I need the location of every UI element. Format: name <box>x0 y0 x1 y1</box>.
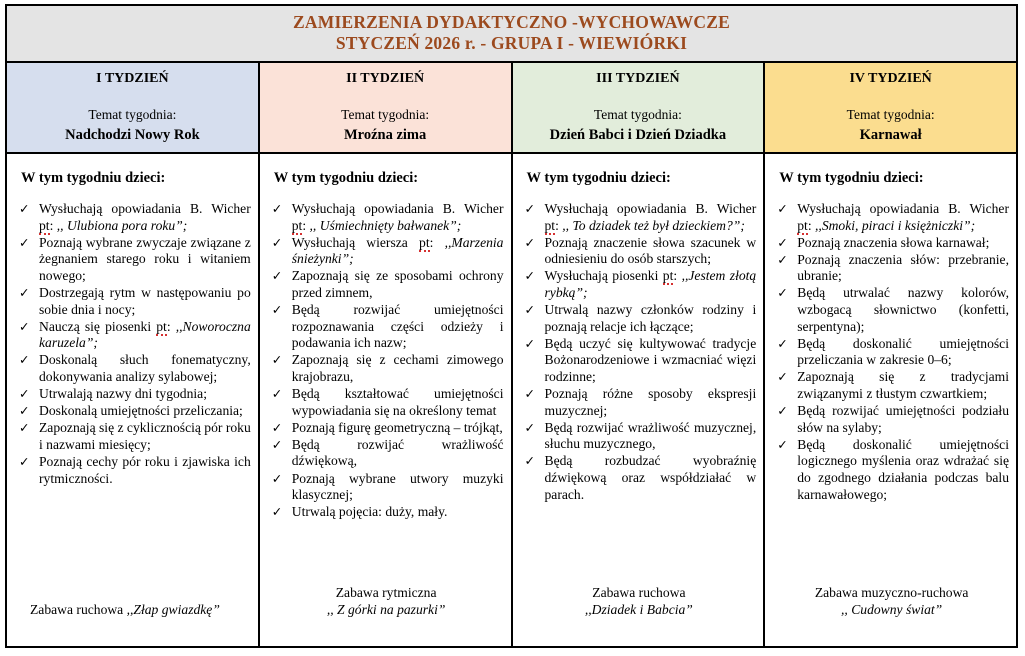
task-item: ✓ Doskonalą umiejętności przeliczania; <box>16 403 251 420</box>
week-topic: Dzień Babci i Dzień Dziadka <box>549 127 727 143</box>
week-number-label: III TYDZIEŃ <box>596 71 680 86</box>
week-body-4 <box>765 154 1016 646</box>
column-heading: W tym tygodniu dzieci: <box>273 170 419 186</box>
week-body-row <box>7 154 1016 646</box>
weekly-game-line: ,, Cudowny świat” <box>841 602 943 617</box>
task-list <box>269 201 504 521</box>
week-header-row <box>7 63 1016 154</box>
task-item: ✓ Wysłuchają wiersza pt: ,,Marzenia śnieżynki”; <box>269 235 504 268</box>
task-item: ✓ Poznają wybrane zwyczaje związane z żegnaniem starego roku i witaniem nowego; <box>16 235 251 285</box>
task-item: ✓ Zapoznają się ze sposobami ochrony przed zimnem, <box>269 268 504 301</box>
task-item: ✓ Będą kształtować umiejętności wypowiadania się na określony temat <box>269 386 504 419</box>
week-topic: Karnawał <box>859 127 922 143</box>
document-title-line-1: ZAMIERZENIA DYDAKTYCZNO -WYCHOWAWCZE <box>293 12 730 32</box>
task-item: ✓ Poznają wybrane utwory muzyki klasycznej; <box>269 471 504 504</box>
task-item: ✓ Doskonalą słuch fonematyczny, dokonywania analizy sylabowej; <box>16 352 251 385</box>
task-item: ✓ Utrwalą pojęcia: duży, mały. <box>269 504 504 521</box>
task-list <box>16 201 251 488</box>
task-item: ✓ Poznają znaczenie słowa szacunek w odniesieniu do osób starszych; <box>522 235 757 268</box>
weekly-game-line: Zabawa ruchowa ,,Złap gwiazdkę” <box>30 602 220 617</box>
week-number-label: I TYDZIEŃ <box>96 71 169 86</box>
document-title-band <box>7 6 1016 63</box>
task-item: ✓ Wysłuchają piosenki pt: ,,Jestem złotą rybką”; <box>522 268 757 301</box>
task-item: ✓ Wysłuchają opowiadania B. Wicher pt: ,,Smoki, piraci i księżniczki”; <box>774 201 1009 234</box>
task-item: ✓ Będą rozwijać umiejętności podziału słów na sylaby; <box>774 403 1009 436</box>
week-number-label: II TYDZIEŃ <box>346 71 425 86</box>
task-item: ✓ Wysłuchają opowiadania B. Wicher pt: ,, Ulubiona pora roku”; <box>16 201 251 234</box>
task-item: ✓ Będą doskonalić umiejętności przeliczania w zakresie 0–6; <box>774 336 1009 369</box>
weekly-game-line: ,,Dziadek i Babcia” <box>584 602 693 617</box>
task-item: ✓ Poznają znaczenia słów: przebranie, ubranie; <box>774 252 1009 285</box>
column-heading: W tym tygodniu dzieci: <box>21 170 166 186</box>
task-item: ✓ Utrwalają nazwy dni tygodnia; <box>16 386 251 403</box>
column-heading: W tym tygodniu dzieci: <box>526 170 671 186</box>
task-item: ✓ Będą rozwijać wrażliwość muzycznej, słuchu muzycznego, <box>522 420 757 453</box>
week-topic-label: Temat tygodnia: <box>88 107 177 122</box>
task-item: ✓ Zapoznają się z cechami zimowego krajobrazu, <box>269 352 504 385</box>
week-body-1 <box>7 154 260 646</box>
task-item: ✓ Poznają cechy pór roku i zjawiska ich rytmiczności. <box>16 454 251 487</box>
task-list <box>522 201 757 504</box>
week-topic: Mroźna zima <box>343 127 427 143</box>
planning-table <box>5 4 1018 648</box>
weekly-game-line: Zabawa rytmiczna <box>335 585 437 600</box>
task-item: ✓ Będą rozbudzać wyobraźnię dźwiękową oraz współdziałać w parach. <box>522 453 757 503</box>
week-header-2 <box>260 63 513 152</box>
week-header-4 <box>765 63 1016 152</box>
task-item: ✓ Poznają figurę geometryczną – trójkąt, <box>269 420 504 437</box>
week-topic-label: Temat tygodnia: <box>593 107 682 122</box>
week-header-3 <box>513 63 766 152</box>
task-item: ✓ Dostrzegają rytm w następowaniu po sobie dnia i nocy; <box>16 285 251 318</box>
task-item: ✓ Wysłuchają opowiadania B. Wicher pt: ,, To dziadek też był dzieckiem?”; <box>522 201 757 234</box>
week-body-2 <box>260 154 513 646</box>
weekly-game <box>16 601 251 640</box>
week-number-label: IV TYDZIEŃ <box>849 71 932 86</box>
column-heading: W tym tygodniu dzieci: <box>779 170 924 186</box>
week-topic-label: Temat tygodnia: <box>341 107 430 122</box>
task-item: ✓ Zapoznają się z tradycjami związanymi z tłustym czwartkiem; <box>774 369 1009 402</box>
task-item: ✓ Nauczą się piosenki pt: ,,Noworoczna karuzela”; <box>16 319 251 352</box>
week-topic: Nadchodzi Nowy Rok <box>65 127 200 143</box>
task-item: ✓ Poznają znaczenia słowa karnawał; <box>774 235 1009 252</box>
weekly-game <box>522 584 757 640</box>
weekly-game <box>269 584 504 640</box>
weekly-game-line: Zabawa muzyczno-ruchowa <box>814 585 969 600</box>
week-header-1 <box>7 63 260 152</box>
task-list <box>774 201 1009 504</box>
task-item: ✓ Będą rozwijać wrażliwość dźwiękową, <box>269 437 504 470</box>
task-item: ✓ Poznają różne sposoby ekspresji muzycznej; <box>522 386 757 419</box>
weekly-game <box>774 584 1009 640</box>
task-item: ✓ Będą uczyć się kultywować tradycje Bożonarodzeniowe i wzmacniać więzi rodzinne; <box>522 336 757 386</box>
task-item: ✓ Utrwalą nazwy członków rodziny i poznają relacje ich łączące; <box>522 302 757 335</box>
task-item: ✓ Będą utrwalać nazwy kolorów, wzbogacą słownictwo (konfetti, serpentyna); <box>774 285 1009 335</box>
task-item: ✓ Zapoznają się z cyklicznością pór roku i nazwami miesięcy; <box>16 420 251 453</box>
task-item: ✓ Będą doskonalić umiejętności logicznego myślenia oraz wdrażać się do zgodnego działania podczas balu karnawałowego; <box>774 437 1009 503</box>
task-item: ✓ Będą rozwijać umiejętności rozpoznawania części odzieży i podawania ich nazw; <box>269 302 504 352</box>
document-title-line-2: STYCZEŃ 2026 r. - GRUPA I - WIEWIÓRKI <box>335 33 688 53</box>
weekly-game-line: ,, Z górki na pazurki” <box>326 602 446 617</box>
weekly-game-line: Zabawa ruchowa <box>592 585 686 600</box>
week-topic-label: Temat tygodnia: <box>846 107 935 122</box>
week-body-3 <box>513 154 766 646</box>
task-item: ✓ Wysłuchają opowiadania B. Wicher pt: ,, Uśmiechnięty bałwanek”; <box>269 201 504 234</box>
